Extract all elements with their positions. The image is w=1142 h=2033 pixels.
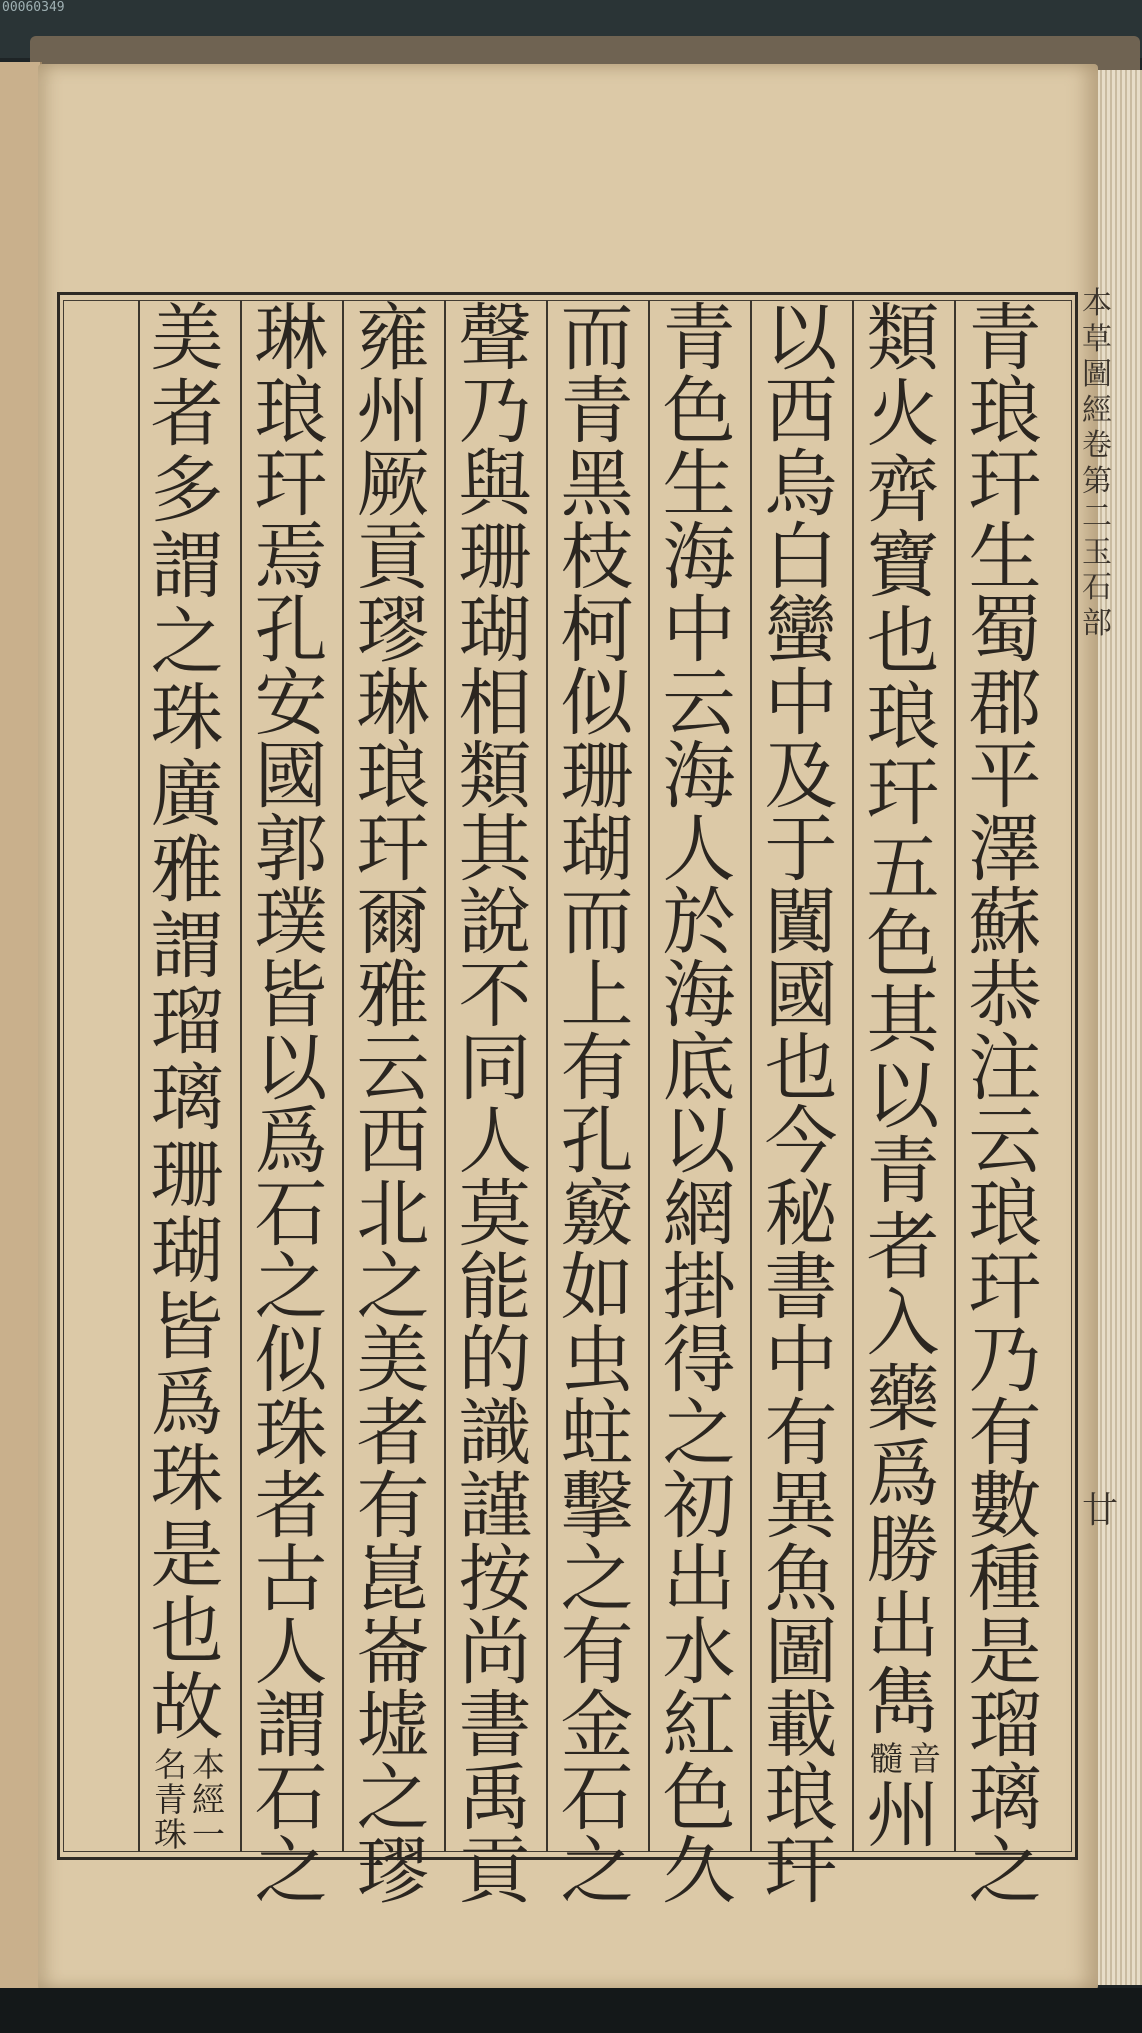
glyph: 中 [764,661,838,746]
glyph: 云 [662,661,736,746]
glyph: 出 [662,1537,736,1622]
glyph: 有 [560,1026,634,1111]
heading-glyph: 草 [1082,321,1112,357]
glyph: 勝 [866,1508,940,1593]
glyph: 玕 [764,1829,838,1914]
glyph: 玕 [254,442,328,527]
glyph: 人 [458,1099,532,1184]
glyph: 其 [866,977,940,1063]
glyph: 瑚 [458,588,532,673]
glyph: 載 [764,1683,838,1768]
glyph: 珠 [254,1391,328,1476]
glyph: 璃 [150,1056,224,1142]
glyph: 黑 [560,442,634,527]
glyph: 圖 [764,1610,838,1695]
glyph: 恭 [968,953,1042,1038]
glyph: 種 [968,1537,1042,1622]
heading-glyph: 本 [1082,286,1112,321]
glyph: 珠 [150,676,224,762]
glyph: 珊 [560,734,634,819]
glyph: 生 [662,442,736,527]
glyph: 瑚 [150,1208,224,1294]
glyph: 之 [356,1245,430,1330]
glyph: 莫 [458,1172,532,1257]
glyph: 及 [764,734,838,819]
glyph: 說 [458,880,532,965]
glyph: 數 [968,1464,1042,1549]
glyph: 之 [356,1756,430,1841]
glyph: 者 [356,1391,430,1476]
glyph: 謹 [458,1464,532,1549]
glyph: 蜀 [968,588,1042,673]
glyph: 玕 [356,807,430,892]
note-line: 本經一 [187,1746,226,1852]
glyph: 異 [764,1464,838,1549]
glyph: 竅 [560,1172,634,1257]
glyph: 皆 [150,1284,224,1370]
glyph: 皆 [254,953,328,1038]
glyph: 孔 [560,1099,634,1184]
glyph: 如 [560,1245,634,1330]
glyph: 人 [662,807,736,892]
glyph: 之 [254,1829,328,1914]
glyph: 類 [458,734,532,819]
glyph: 之 [968,1829,1042,1914]
glyph: 魚 [764,1537,838,1622]
glyph: 中 [662,588,736,673]
glyph: 美 [356,1318,430,1403]
glyph: 澤 [968,807,1042,892]
interlinear-note [866,1741,940,1776]
glyph: 爲 [254,1099,328,1184]
glyph: 海 [662,734,736,819]
glyph: 崑 [356,1537,430,1622]
glyph: 蘇 [968,880,1042,965]
glyph: 青 [560,369,634,454]
glyph: 美 [150,296,224,381]
left-cover [0,62,42,1992]
glyph: 也 [150,1588,224,1674]
column-rule [852,300,854,1852]
glyph: 故 [150,1664,224,1750]
glyph: 秘 [764,1172,838,1257]
background-bottom [0,1988,1142,2033]
column-rule [648,300,650,1852]
glyph: 郡 [968,661,1042,746]
glyph: 相 [458,661,532,746]
glyph: 雅 [150,828,224,914]
glyph: 雍 [356,296,430,381]
glyph: 聲 [458,296,532,381]
glyph: 出 [866,1583,940,1669]
image-serial-number: 00060349 [2,0,65,15]
glyph: 玕 [968,442,1042,527]
glyph: 中 [764,1318,838,1403]
glyph: 禹 [458,1756,532,1841]
glyph: 多 [150,448,224,534]
glyph: 以 [662,1099,736,1184]
glyph: 色 [662,369,736,454]
glyph: 玕 [866,750,940,836]
glyph: 人 [254,1610,328,1695]
glyph: 書 [764,1245,838,1330]
glyph: 不 [458,953,532,1038]
folio-number: 廿 [1082,1490,1119,1531]
glyph: 國 [254,734,328,819]
glyph: 之 [662,1391,736,1476]
glyph: 者 [866,1205,940,1290]
glyph: 珊 [458,515,532,600]
glyph: 類 [866,296,940,381]
glyph: 是 [968,1610,1042,1695]
heading-glyph: 圖 [1082,357,1112,392]
glyph: 底 [662,1026,736,1111]
glyph: 貢 [356,515,430,600]
glyph: 雋 [866,1659,940,1745]
glyph: 有 [356,1464,430,1549]
glyph: 郭 [254,807,328,892]
heading-glyph: 第 [1082,463,1112,499]
glyph: 琅 [254,369,328,454]
heading-glyph: 玉 [1082,534,1112,570]
glyph: 者 [254,1464,328,1549]
glyph: 琅 [968,369,1042,454]
interlinear-note [150,1747,224,1852]
glyph: 久 [662,1829,736,1914]
glyph: 識 [458,1391,532,1476]
glyph: 瑠 [968,1683,1042,1768]
glyph: 孔 [254,588,328,673]
glyph: 琅 [968,1172,1042,1257]
glyph: 有 [968,1391,1042,1476]
glyph: 擊 [560,1464,634,1549]
glyph: 云 [356,1026,430,1111]
glyph: 海 [662,515,736,600]
glyph: 州 [866,1773,940,1858]
glyph: 蠻 [764,588,838,673]
glyph: 上 [560,953,634,1038]
text-column [757,296,845,1914]
column-rule [138,300,140,1852]
glyph: 爾 [356,880,430,965]
glyph: 尚 [458,1610,532,1695]
text-column [859,296,947,1858]
glyph: 入 [866,1280,940,1366]
glyph: 青 [662,296,736,381]
glyph: 似 [560,661,634,746]
glyph: 枝 [560,515,634,600]
glyph: 州 [356,369,430,454]
glyph: 珠 [150,1436,224,1522]
glyph: 安 [254,661,328,746]
glyph: 之 [560,1829,634,1914]
glyph: 烏 [764,442,838,527]
column-rule [444,300,446,1852]
glyph: 有 [560,1610,634,1695]
glyph: 也 [764,1026,838,1111]
glyph: 墟 [356,1683,430,1768]
column-rule [954,300,956,1852]
text-column [349,296,437,1914]
glyph: 五 [866,826,940,912]
glyph: 掛 [662,1245,736,1330]
glyph: 于 [764,807,838,892]
glyph: 金 [560,1683,634,1768]
glyph: 乃 [458,369,532,454]
glyph: 白 [764,515,838,600]
glyph: 色 [662,1756,736,1841]
heading-glyph: 二 [1082,499,1112,534]
glyph: 海 [662,953,736,1038]
glyph: 焉 [254,515,328,600]
text-column [451,296,539,1914]
glyph: 闐 [764,880,838,965]
glyph: 琳 [356,661,430,746]
glyph: 似 [254,1318,328,1403]
heading-glyph: 石 [1082,570,1112,605]
glyph: 注 [968,1026,1042,1111]
column-rule [342,300,344,1852]
text-column [655,296,743,1914]
glyph: 有 [764,1391,838,1476]
column-rule [240,300,242,1852]
glyph: 國 [764,953,838,1038]
glyph: 北 [356,1172,430,1257]
glyph: 書 [458,1683,532,1768]
glyph: 之 [150,600,224,686]
glyph: 寶 [866,523,940,609]
glyph: 璃 [968,1756,1042,1841]
glyph: 貢 [458,1829,532,1914]
glyph: 的 [458,1318,532,1403]
text-column [961,296,1049,1914]
glyph: 瑚 [560,807,634,892]
glyph: 以 [764,296,838,381]
glyph: 以 [254,1026,328,1111]
glyph: 者 [150,372,224,458]
glyph: 琅 [866,674,940,760]
glyph: 璆 [356,588,430,673]
glyph: 得 [662,1318,736,1403]
glyph: 石 [254,1756,328,1841]
glyph: 齊 [866,447,940,533]
glyph: 璆 [356,1829,430,1914]
heading-glyph: 卷 [1082,428,1112,463]
glyph: 廣 [150,752,224,838]
text-column [247,296,335,1914]
glyph: 西 [764,369,838,454]
glyph: 柯 [560,588,634,673]
note-line: 髓 [865,1741,904,1777]
glyph: 能 [458,1245,532,1330]
glyph: 青 [866,1129,940,1215]
glyph: 玕 [968,1245,1042,1330]
glyph: 謂 [150,524,224,610]
glyph: 之 [560,1537,634,1622]
glyph: 與 [458,442,532,527]
glyph: 琅 [356,734,430,819]
glyph: 石 [560,1756,634,1841]
glyph: 其 [458,807,532,892]
note-line: 音 [903,1741,942,1777]
column-rule [546,300,548,1852]
glyph: 今 [764,1099,838,1184]
glyph: 按 [458,1537,532,1622]
glyph: 謂 [254,1683,328,1768]
glyph: 於 [662,880,736,965]
glyph: 爲 [866,1432,940,1518]
glyph: 是 [150,1512,224,1598]
text-column [553,296,641,1914]
glyph: 以 [866,1053,940,1139]
glyph: 古 [254,1537,328,1622]
glyph: 網 [662,1172,736,1257]
glyph: 雅 [356,953,430,1038]
glyph: 乃 [968,1318,1042,1403]
glyph: 虫 [560,1318,634,1403]
glyph: 云 [968,1099,1042,1184]
note-line: 名青珠 [149,1746,188,1852]
glyph: 同 [458,1026,532,1111]
glyph: 藥 [866,1356,940,1442]
glyph: 珊 [150,1132,224,1218]
glyph: 瑠 [150,980,224,1066]
glyph: 平 [968,734,1042,819]
glyph: 而 [560,880,634,965]
glyph: 之 [254,1245,328,1330]
glyph: 而 [560,296,634,381]
glyph: 琅 [764,1756,838,1841]
heading-glyph: 經 [1082,392,1112,428]
glyph: 琳 [254,296,328,381]
glyph: 生 [968,515,1042,600]
glyph: 西 [356,1099,430,1184]
glyph: 水 [662,1610,736,1695]
glyph: 璞 [254,880,328,965]
glyph: 初 [662,1464,736,1549]
glyph: 也 [866,599,940,684]
column-rule [750,300,752,1852]
glyph: 爲 [150,1360,224,1446]
glyph: 色 [866,902,940,987]
glyph: 蛀 [560,1391,634,1476]
text-column [143,296,231,1852]
glyph: 謂 [150,904,224,990]
heading-glyph: 部 [1082,605,1112,641]
glyph: 青 [968,296,1042,381]
glyph: 火 [866,371,940,457]
glyph: 崙 [356,1610,430,1695]
glyph: 石 [254,1172,328,1257]
glyph: 厥 [356,442,430,527]
glyph: 紅 [662,1683,736,1768]
running-heading [1082,288,1112,639]
